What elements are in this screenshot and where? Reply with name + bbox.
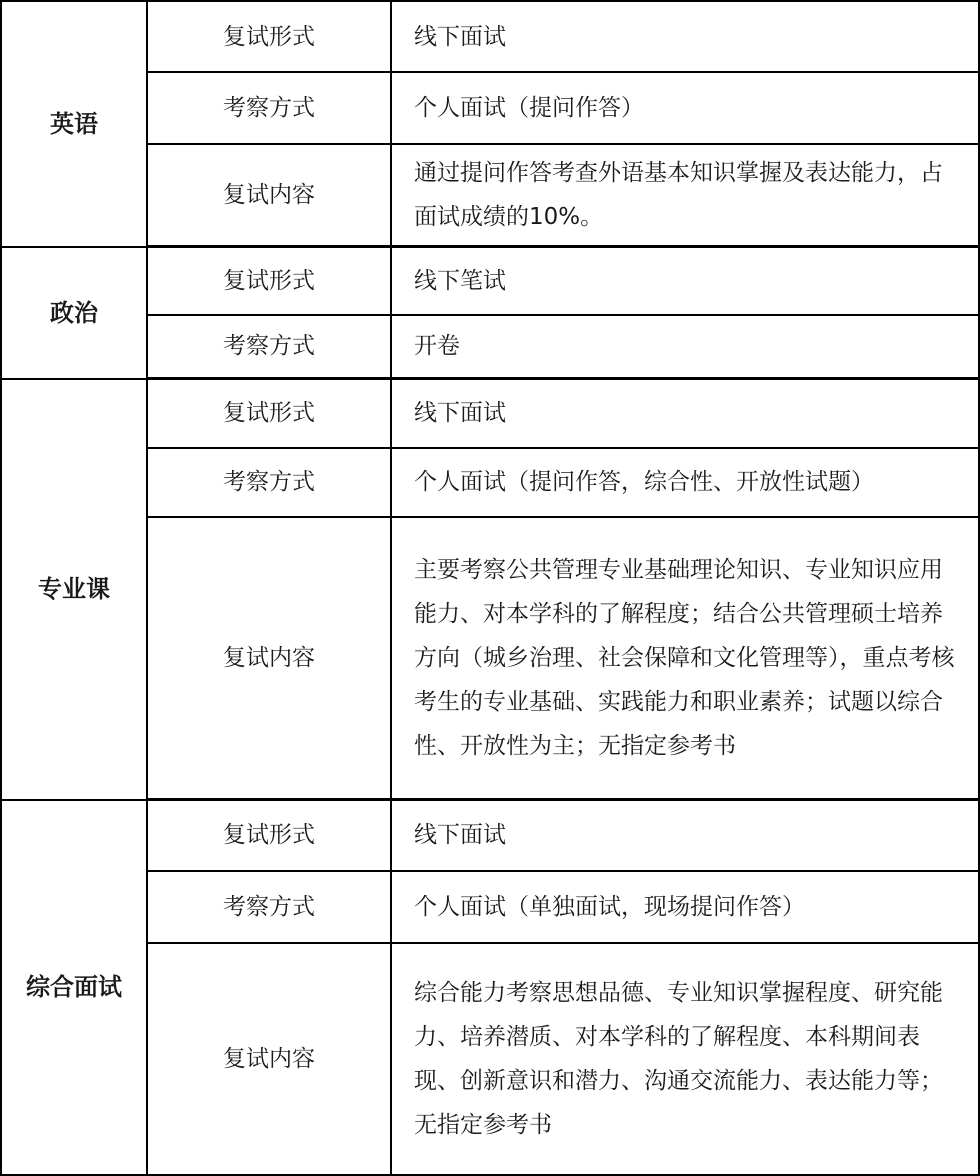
- item-cell: 复试形式: [147, 379, 391, 448]
- item-cell: 复试形式: [147, 1, 391, 72]
- subject-cell: 英语: [1, 1, 147, 247]
- value-cell: 线下面试: [391, 1, 979, 72]
- value-cell: 个人面试（单独面试，现场提问作答）: [391, 871, 979, 943]
- table-row: [1, 315, 979, 379]
- item-cell: 复试内容: [147, 517, 391, 800]
- item-cell: 复试形式: [147, 247, 391, 315]
- item-cell: 考察方式: [147, 448, 391, 517]
- value-cell: 线下面试: [391, 800, 979, 871]
- table-row: [1, 379, 979, 448]
- value-cell: 个人面试（提问作答，综合性、开放性试题）: [391, 448, 979, 517]
- table-row: [1, 800, 979, 871]
- subject-cell: 专业课: [1, 379, 147, 800]
- value-cell: 个人面试（提问作答）: [391, 72, 979, 144]
- item-cell: 考察方式: [147, 72, 391, 144]
- table-row: [1, 144, 979, 247]
- value-cell: 综合能力考察思想品德、专业知识掌握程度、研究能力、培养潜质、对本学科的了解程度、本科期间表现、创新意识和潜力、沟通交流能力、表达能力等；无指定参考书: [391, 943, 979, 1175]
- item-cell: 复试内容: [147, 943, 391, 1175]
- value-cell: 开卷: [391, 315, 979, 379]
- item-cell: 复试内容: [147, 144, 391, 247]
- table-row: [1, 448, 979, 517]
- item-cell: 考察方式: [147, 315, 391, 379]
- table-row: [1, 943, 979, 1175]
- value-cell: 主要考察公共管理专业基础理论知识、专业知识应用能力、对本学科的了解程度；结合公共管理硕士培养方向（城乡治理、社会保障和文化管理等），重点考核考生的专业基础、实践能力和职业素养；试题以综合性、开放性为主；无指定参考书: [391, 517, 979, 800]
- table-row: [1, 1, 979, 72]
- table-row: [1, 517, 979, 800]
- table-row: [1, 247, 979, 315]
- table-row: [1, 871, 979, 943]
- item-cell: 考察方式: [147, 871, 391, 943]
- subject-cell: 综合面试: [1, 800, 147, 1175]
- item-cell: 复试形式: [147, 800, 391, 871]
- value-cell: 线下面试: [391, 379, 979, 448]
- table-row: [1, 72, 979, 144]
- value-cell: 线下笔试: [391, 247, 979, 315]
- value-cell: 通过提问作答考查外语基本知识掌握及表达能力，占面试成绩的10%。: [391, 144, 979, 247]
- subject-cell: 政治: [1, 247, 147, 379]
